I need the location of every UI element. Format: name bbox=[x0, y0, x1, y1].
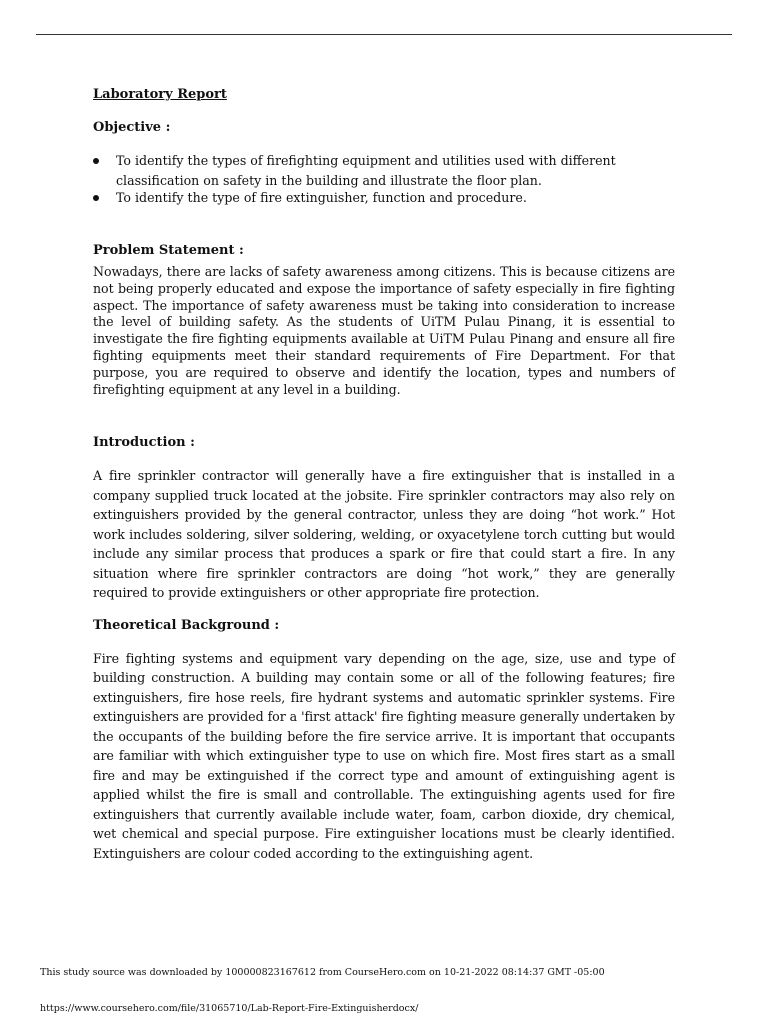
bullet-icon bbox=[93, 158, 99, 164]
report-title: Laboratory Report bbox=[93, 87, 227, 102]
introduction-heading: Introduction : bbox=[93, 435, 195, 451]
report-body bbox=[93, 86, 675, 863]
bullet-icon bbox=[93, 195, 99, 201]
objective-item-text: To identify the type of fire extinguisher, function and procedure. bbox=[116, 190, 527, 205]
objective-list bbox=[93, 151, 675, 208]
objective-item bbox=[93, 151, 675, 191]
top-rule bbox=[36, 34, 732, 35]
objective-section bbox=[93, 119, 675, 208]
introduction-paragraph: A fire sprinkler contractor will generally have a fire extinguisher that is installed in a company supplied truck located at the jobsite. Fire sprinkler contractors may also rely on extinguishers provided by the general contractor, unless they are doing “hot work.” Hot work includes soldering, silver soldering, welding, or oxyacetylene torch cutting but would include any similar process that produces a spark or fire that could start a fire. In any situation where fire sprinkler contractors are doing “hot work,” they are generally required to provide extinguishers or other appropriate fire protection. bbox=[93, 468, 675, 601]
problem-section bbox=[93, 242, 675, 398]
problem-heading: Problem Statement : bbox=[93, 243, 244, 258]
theory-heading: Theoretical Background : bbox=[93, 617, 280, 633]
problem-paragraph: Nowadays, there are lacks of safety awareness among citizens. This is because citizens are not being properly educated and expose the importance of safety especially in fire fighting aspect. The importance of safety awareness must be taking into consideration to increase the level of building safety. As the students of UiTM Pulau Pinang, it is essential to investigate the fire fighting equipments available at UiTM Pulau Pinang and ensure all fire fighting equipments meet their standard requirements of Fire Department. For that purpose, you are required to observe and identify the location, types and numbers of firefighting equipment at any level in a building. bbox=[93, 264, 675, 397]
source-url[interactable]: https://www.coursehero.com/file/31065710/Lab-Report-Fire-Extinguisherdocx/ bbox=[40, 1003, 419, 1014]
objective-heading: Objective : bbox=[93, 120, 171, 135]
theory-paragraph: Fire fighting systems and equipment vary depending on the age, size, use and type of building construction. A building may contain some or all of the following features; fire extinguishers, fire hose reels, fire hydrant systems and automatic sprinkler systems. Fire extinguishers are provided for a 'first attack' fire fighting measure generally undertaken by the occupants of the building before the fire service arrive. It is important that occupants are familiar with which extinguisher type to use on which fire. Most fires start as a small fire and may be extinguished if the correct type and amount of extinguishing agent is applied whilst the fire is small and controllable. The extinguishing agents used for fire extinguishers that currently available include water, foam, carbon dioxide, dry chemical, wet chemical and special purpose. Fire extinguisher locations must be clearly identified. Extinguishers are colour coded according to the extinguishing agent. bbox=[93, 650, 675, 861]
download-notice: This study source was downloaded by 100000823167612 from CourseHero.com on 10-21-2022 08:14:37 GMT -05:00 bbox=[40, 967, 605, 978]
objective-item bbox=[93, 188, 675, 208]
objective-item-text: To identify the types of firefighting equipment and utilities used with different classification on safety in the building and illustrate the floor plan. bbox=[116, 153, 616, 188]
theory-section bbox=[93, 617, 675, 864]
introduction-section bbox=[93, 434, 675, 603]
